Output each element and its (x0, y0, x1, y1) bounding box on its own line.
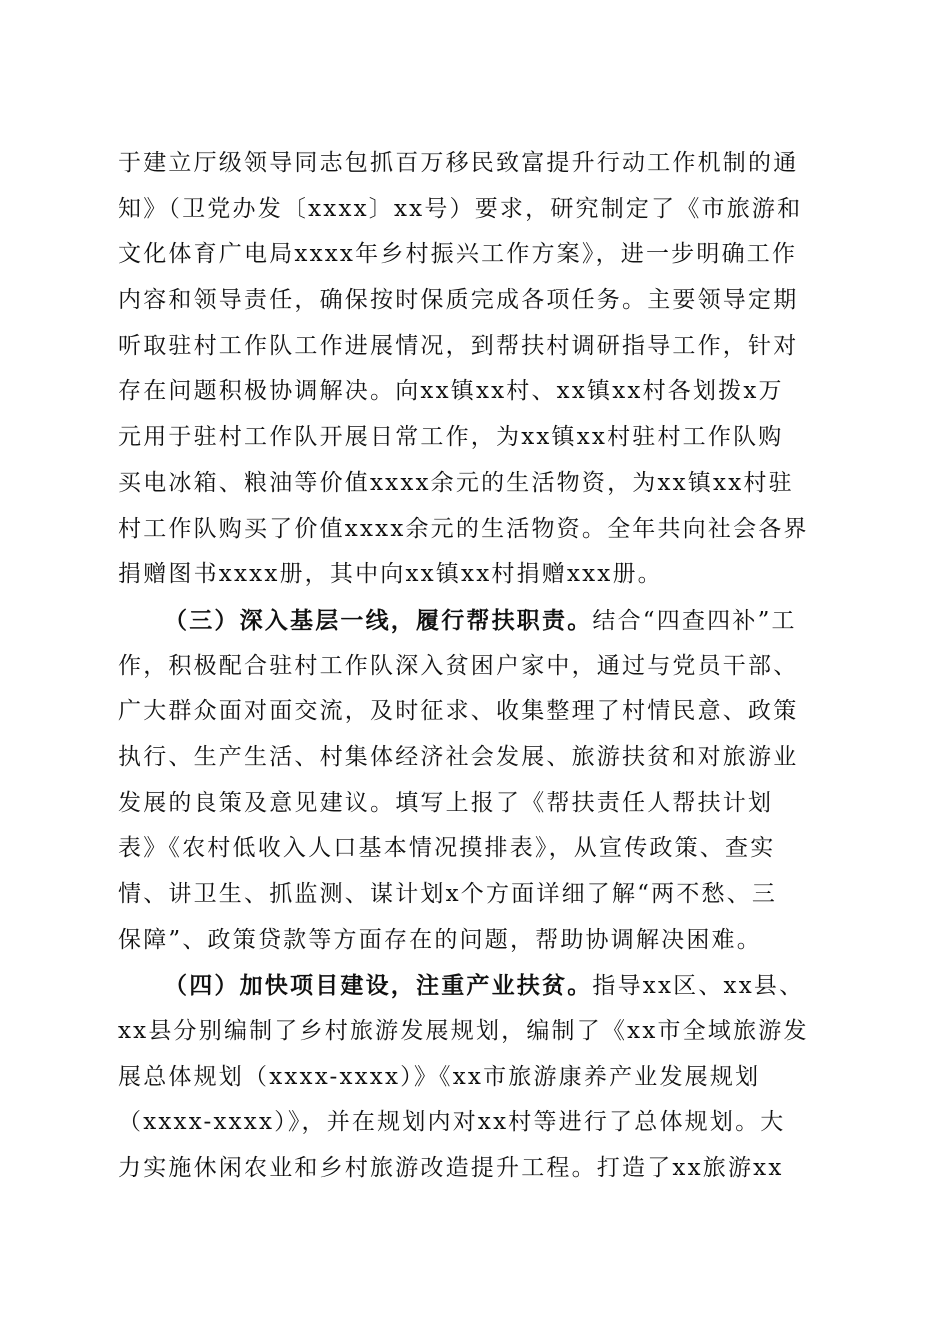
section-heading: （四）加快项目建设，注重产业扶贫。 (164, 972, 593, 1000)
paragraph-text: 结合“四查四补”工 (592, 607, 797, 634)
text-line: 广大群众面对面交流，及时征求、收集整理了村情民意、政策 (118, 698, 799, 725)
text-line: 执行、生产生活、村集体经济社会发展、旅游扶贫和对旅游业 (118, 743, 799, 770)
text-line: 元用于驻村工作队开展日常工作，为xx镇xx村驻村工作队购 (118, 424, 784, 451)
paragraph-first-line (118, 598, 830, 644)
text-line: 捐赠图书xxxx册，其中向xx镇xx村捐赠xxx册。 (118, 561, 663, 588)
text-line: 力实施休闲农业和乡村旅游改造提升工程。打造了xx旅游xx (118, 1155, 784, 1182)
text-line: 作，积极配合驻村工作队深入贫困户家中，通过与党员干部、 (118, 652, 799, 679)
text-line: 展总体规划（xxxx-xxxx）》《xx市旅游康养产业发展规划 (118, 1063, 761, 1090)
document-body (118, 141, 830, 1192)
text-line: 表》《农村低收入人口基本情况摸排表》，从宣传政策、查实 (118, 835, 776, 862)
section-heading: （三）深入基层一线，履行帮扶职责。 (164, 606, 593, 634)
text-line: xx县分别编制了乡村旅游发展规划，编制了《xx市全域旅游发 (118, 1018, 809, 1045)
text-line: 情、讲卫生、抓监测、谋计划x个方面详细了解“两不愁、三 (118, 881, 778, 907)
text-line: 村工作队购买了价值xxxx余元的生活物资。全年共向社会各界 (118, 515, 809, 542)
text-line: 知》（卫党办发〔xxxx〕xx号）要求，研究制定了《市旅游和 (118, 195, 803, 222)
paragraph-first-line (118, 963, 830, 1009)
text-line: 发展的良策及意见建议。填写上报了《帮扶责任人帮扶计划 (118, 789, 774, 816)
paragraph-section-4 (118, 963, 830, 1191)
paragraph-text: 指导xx区、xx县、 (592, 973, 805, 1000)
text-line: 内容和领导责任，确保按时保质完成各项任务。主要领导定期 (118, 287, 799, 314)
text-line: 保障”、政策贷款等方面存在的问题，帮助协调解决困难。 (118, 926, 762, 953)
text-line: （xxxx-xxxx）》，并在规划内对xx村等进行了总体规划。大 (118, 1109, 786, 1136)
paragraph-continuation (118, 141, 830, 598)
text-line: 听取驻村工作队工作进展情况，到帮扶村调研指导工作，针对 (118, 332, 799, 359)
text-line: 于建立厅级领导同志包抓百万移民致富提升行动工作机制的通 (118, 150, 799, 176)
text-line: 买电冰箱、粮油等价值xxxx余元的生活物资，为xx镇xx村驻 (118, 469, 794, 496)
text-line: 文化体育广电局xxxx年乡村振兴工作方案》，进一步明确工作 (118, 241, 798, 268)
text-line: 存在问题积极协调解决。向xx镇xx村、xx镇xx村各划拨x万 (118, 378, 784, 405)
paragraph-section-3 (118, 598, 830, 964)
